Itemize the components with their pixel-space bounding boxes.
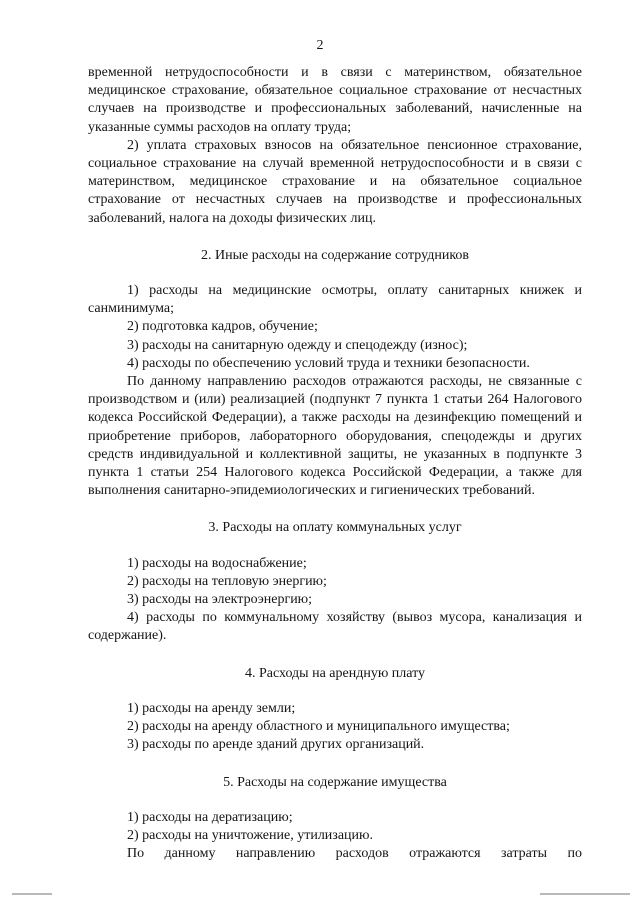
list-item: 1) расходы на дератизацию; (127, 809, 293, 825)
list-item: 4) расходы по коммунальному хозяйству (вывоз мусора, канализация и содержание). (88, 610, 582, 644)
section-2-heading: 2. Иные расходы на содержание сотрудников (200, 247, 470, 263)
intro-paragraph-continued: временной нетрудоспособности и в связи с материнством, обязательное медицинское страхование, обязательное социальное страхование от несчастных случаев на производстве и профессиональных заболеваний, начисленные на указанные суммы расходов на оплату труда; (88, 65, 582, 135)
list-item: 1) расходы на медицинские осмотры, оплату санитарных книжек и санминимума; (88, 283, 582, 317)
list-item: 2) расходы на уничтожение, утилизацию. (127, 827, 373, 843)
section-5-note-start: По данному направлению расходов отражаются затраты по (127, 846, 582, 862)
list-item: 1) расходы на аренду земли; (127, 700, 296, 716)
list-item: 2) расходы на аренду областного и муниципального имущества; (127, 719, 510, 735)
page-number: 2 (316, 38, 324, 53)
list-item: 2) расходы на тепловую энергию; (127, 573, 327, 589)
section-3-heading: 3. Расходы на оплату коммунальных услуг (208, 520, 462, 536)
intro-paragraph-2: 2) уплата страховых взносов на обязательное пенсионное страхование, социальное страхование на случай временной нетрудоспособности и в связи с материнством, медицинское страхование и на обязательное социальное страхование от несчастных случаев на производстве и профессиональных заболеваний, налога на доходы физических лиц. (88, 137, 582, 226)
list-item: 2) подготовка кадров, обучение; (127, 319, 318, 335)
document-body (88, 64, 582, 863)
scan-artifact-left (12, 893, 52, 895)
list-item: 1) расходы на водоснабжение; (127, 555, 307, 571)
section-2-note: По данному направлению расходов отражаются расходы, не связанные с производством и (или) реализацией (подпункт 7 пункта 1 статьи 264 Налогового кодекса Российской Федерации), а также расходы на дезинфекцию помещений и приобретение приборов, лабораторного оборудования, спецодежды и других средств индивидуальной и коллективной защиты, не указанных в подпункте 3 пункта 1 статьи 254 Налогового кодекса Российской Федерации, а также для выполнения санитарно-эпидемиологических и гигиенических требований. (88, 374, 582, 499)
list-item: 3) расходы на санитарную одежду и спецодежду (износ); (127, 337, 468, 353)
scan-artifact-right (540, 893, 630, 895)
section-4-heading: 4. Расходы на арендную плату (244, 665, 426, 681)
list-item: 4) расходы по обеспечению условий труда и техники безопасности. (127, 355, 530, 371)
list-item: 3) расходы по аренде зданий других организаций. (127, 737, 425, 753)
list-item: 3) расходы на электроэнергию; (127, 592, 313, 608)
section-5-heading: 5. Расходы на содержание имущества (223, 774, 447, 790)
